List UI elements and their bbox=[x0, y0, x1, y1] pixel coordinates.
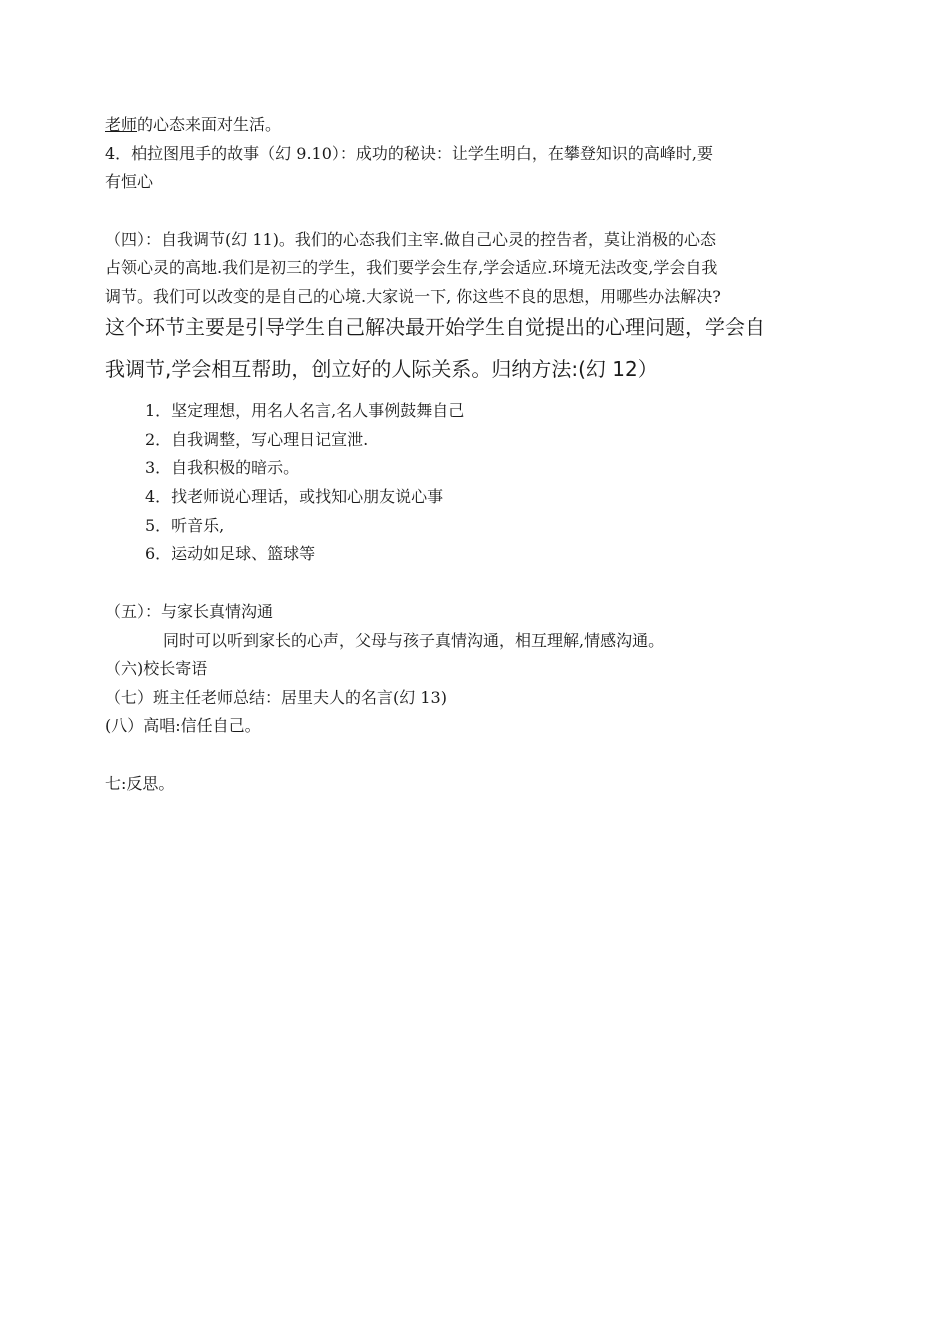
section-5-body: 同时可以听到家长的心声，父母与孩子真情沟通，相互理解,情感沟通。 bbox=[163, 631, 665, 650]
text-span: 的心态来面对生活。 bbox=[137, 115, 282, 134]
reflection-heading: 七:反思。 bbox=[105, 774, 175, 793]
text-line bbox=[105, 115, 281, 135]
underlined-text: 老师 bbox=[105, 115, 138, 134]
section-4-line: 调节。我们可以改变的是自己的心境.大家说一下, 你这些不良的思想，用哪些办法解决? bbox=[105, 287, 721, 306]
section-4-line: 占领心灵的高地.我们是初三的学生，我们要学会生存,学会适应.环境无法改变,学会自我 bbox=[105, 258, 718, 277]
method-item: 4．找老师说心理话，或找知心朋友说心事 bbox=[145, 487, 444, 506]
story-line: 4．柏拉图甩手的故事（幻 9.10）：成功的秘诀：让学生明白，在攀登知识的高峰时,要 bbox=[105, 144, 713, 163]
section-4-emphasis-line: 我调节,学会相互帮助，创立好的人际关系。归纳方法:(幻 12） bbox=[105, 357, 658, 381]
section-4-emphasis-line: 这个环节主要是引导学生自己解决最开始学生自觉提出的心理问题，学会自 bbox=[105, 315, 765, 339]
method-item: 3．自我积极的暗示。 bbox=[145, 458, 300, 477]
section-7-title: （七）班主任老师总结：居里夫人的名言(幻 13) bbox=[105, 688, 447, 707]
method-item: 2．自我调整，写心理日记宣泄. bbox=[145, 430, 369, 449]
method-item: 1．坚定理想，用名人名言,名人事例鼓舞自己 bbox=[145, 401, 465, 420]
section-6-title: （六)校长寄语 bbox=[105, 659, 208, 678]
method-item: 5．听音乐, bbox=[145, 516, 225, 535]
section-8-title: (八）高唱:信任自己。 bbox=[105, 716, 261, 735]
story-line-continued: 有恒心 bbox=[105, 172, 154, 191]
section-4-line: （四）：自我调节(幻 11)。我们的心态我们主宰.做自己心灵的控告者，莫让消极的心态 bbox=[105, 230, 717, 249]
section-5-title: （五）：与家长真情沟通 bbox=[105, 602, 274, 621]
method-item: 6．运动如足球、篮球等 bbox=[145, 544, 316, 563]
